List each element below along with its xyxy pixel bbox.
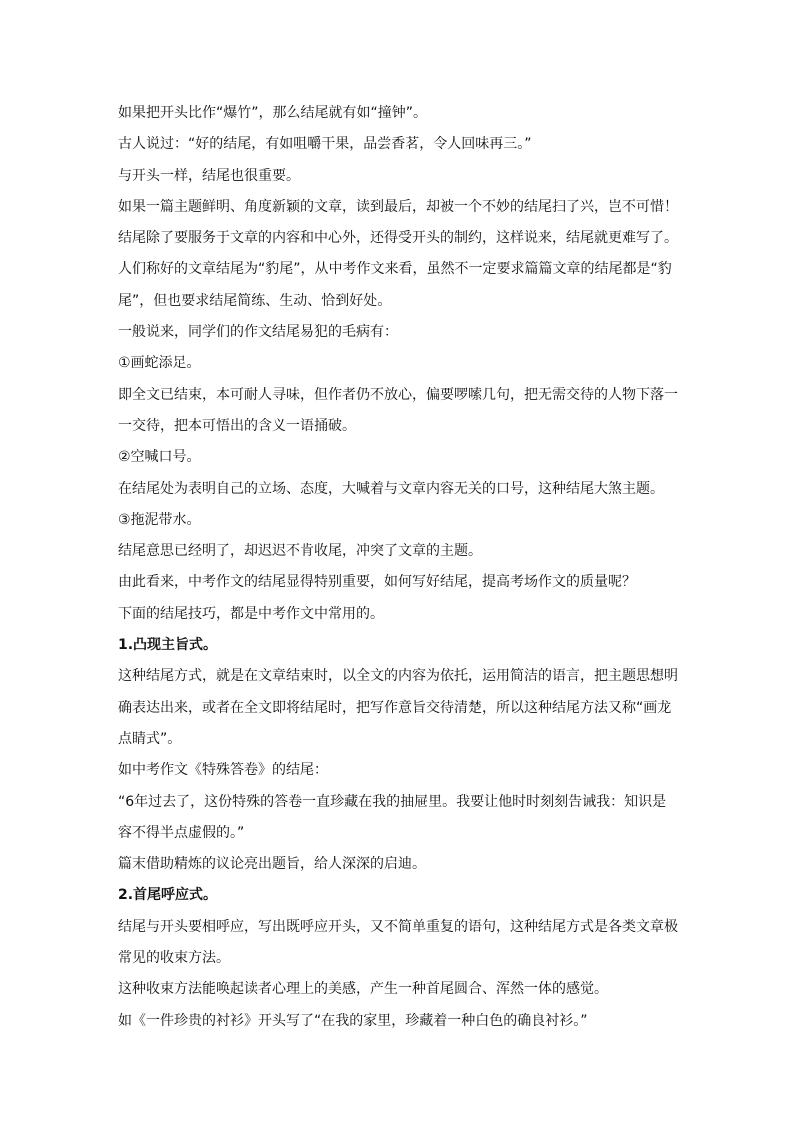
paragraph: 结尾除了要服务于文章的内容和中心外，还得受开头的制约，这样说来，结尾就更难写了。	[118, 230, 678, 247]
list-heading: ①画蛇添足。	[118, 355, 201, 372]
paragraph: 这种收束方法能唤起读者心理上的美感，产生一种首尾圆合、浑然一体的感觉。	[118, 981, 608, 998]
quote-paragraph: “6年过去了，这份特殊的答卷一直珍藏在我的抽屉里。我要让他时时刻刻告诫我：知识是容不得半点虚假的。”	[118, 793, 667, 841]
paragraph: 在结尾处为表明自己的立场、态度，大喊着与文章内容无关的口号，这种结尾大煞主题。	[118, 480, 664, 497]
paragraph: 古人说过：“好的结尾，有如咀嚼干果，品尝香茗，令人回味再三。”	[118, 136, 532, 153]
paragraph: 一般说来，同学们的作文结尾易犯的毛病有：	[118, 324, 398, 341]
paragraph: 这种结尾方式，就是在文章结束时，以全文的内容为依托，运用简洁的语言，把主题思想明确表达出来，或者在全文即将结尾时，把写作意旨交待清楚，所以这种结尾方法又称“画龙点睛式”。	[118, 668, 678, 747]
paragraph: 人们称好的文章结尾为“豹尾”，从中考作文来看，虽然不一定要求篇篇文章的结尾都是“豹尾”，但也要求结尾简练、生动、恰到好处。	[118, 261, 672, 309]
list-heading: ②空喊口号。	[118, 449, 201, 466]
paragraph: 篇末借助精炼的议论亮出题旨，给人深深的启迪。	[118, 856, 426, 873]
paragraph: 结尾与开头要相呼应，写出既呼应开头，又不简单重复的语句，这种结尾方式是各类文章极常见的收束方法。	[118, 918, 678, 967]
paragraph: 即全文已结束，本可耐人寻味，但作者仍不放心，偏要啰嗦几句，把无需交待的人物下落一一交待，把本可悟出的含义一语捅破。	[118, 386, 678, 434]
paragraph: 下面的结尾技巧，都是中考作文中常用的。	[118, 605, 384, 622]
paragraph: 如果一篇主题鲜明、角度新颖的文章，读到最后，却被一个不妙的结尾扫了兴，岂不可惜！	[118, 198, 678, 215]
paragraph: 由此看来，中考作文的结尾显得特别重要，如何写好结尾，提高考场作文的质量呢？	[118, 574, 636, 591]
list-heading: ③拖泥带水。	[118, 511, 201, 528]
section-heading: 2.首尾呼应式。	[118, 887, 218, 904]
section-heading: 1.凸现主旨式。	[118, 637, 218, 654]
paragraph: 如《一件珍贵的衬衫》开头写了“在我的家里，珍藏着一种白色的确良衬衫。”	[118, 1012, 588, 1029]
paragraph: 如中考作文《特殊答卷》的结尾：	[118, 762, 328, 779]
paragraph: 结尾意思已经明了，却迟迟不肯收尾，冲突了文章的主题。	[118, 543, 482, 560]
paragraph: 与开头一样，结尾也很重要。	[118, 167, 300, 184]
document-body	[118, 98, 680, 1037]
paragraph: 如果把开头比作“爆竹”，那么结尾就有如“撞钟”。	[118, 105, 428, 121]
